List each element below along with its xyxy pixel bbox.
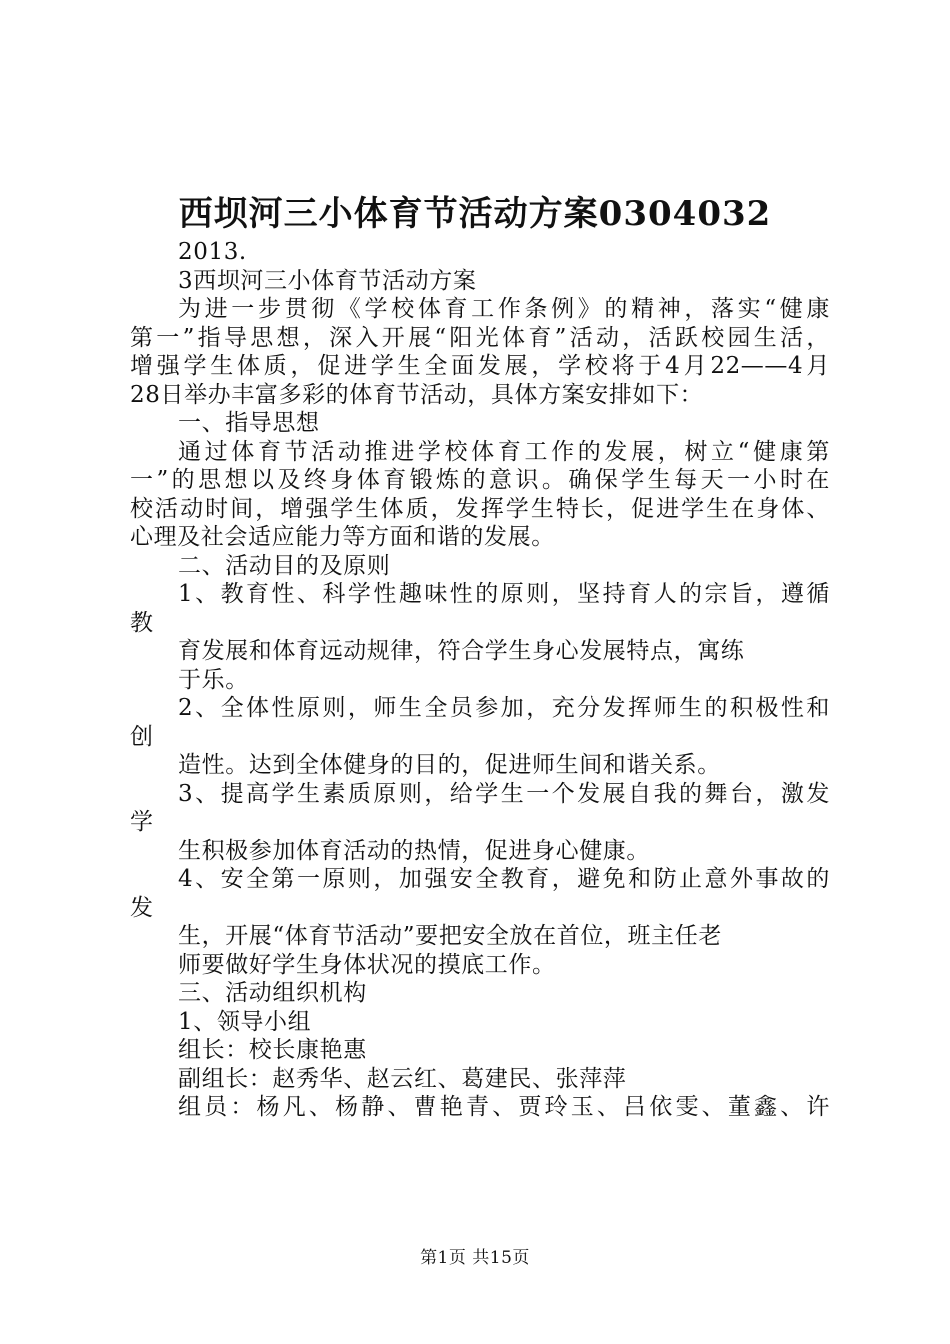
text-line: 第一”指导思想，深入开展“阳光体育”活动，活跃校园生活， [130,324,830,351]
text-line: 师要做好学生身体状况的摸底工作。 [178,951,556,978]
text-line: 3西坝河三小体育节活动方案 [178,267,477,294]
text-line: 生，开展“体育节活动”要把安全放在首位，班主任老 [178,923,722,949]
document-body [130,238,840,1122]
text-line: 组长：校长康艳惠 [178,1037,367,1063]
text-line: 组员：杨凡、杨静、曹艳青、贾玲玉、吕依雯、董鑫、许 [178,1094,830,1120]
text-line: 教 [130,609,154,636]
section-heading: 二、活动目的及原则 [178,552,391,579]
text-line: 副组长：赵秀华、赵云红、葛建民、张萍萍 [178,1065,627,1092]
text-line: 1、教育性、科学性趣味性的原则，坚持育人的宗旨，遵循 [178,581,830,607]
text-line: 为进一步贯彻《学校体育工作条例》的精神，落实“健康 [178,296,830,322]
text-line: 造性。达到全体健身的目的，促进师生间和谐关系。 [178,752,721,778]
text-line: 于乐。 [178,666,249,693]
text-line: 一”的思想以及终身体育锻炼的意识。确保学生每天一小时在 [130,467,830,493]
text-line: 4、安全第一原则，加强安全教育，避免和防止意外事故的 [178,866,830,892]
text-line: 3、提高学生素质原则，给学生一个发展自我的舞台，激发 [178,780,830,807]
section-heading: 三、活动组织机构 [178,980,367,1006]
text-line: 增强学生体质，促进学生全面发展，学校将于4月22——4月 [130,353,830,379]
text-line: 校活动时间，增强学生体质，发挥学生特长，促进学生在身体、 [130,495,830,522]
document-title: 西坝河三小体育节活动方案0304032 [178,194,772,234]
text-line: 发 [130,894,154,921]
text-line: 2013. [178,239,247,265]
text-line: 28日举办丰富多彩的体育节活动，具体方案安排如下： [130,381,704,408]
text-line: 通过体育节活动推进学校体育工作的发展，树立“健康第 [178,438,830,465]
text-line: 创 [130,723,154,750]
sub-heading: 1、领导小组 [178,1008,312,1035]
text-line: 2、全体性原则，师生全员参加，充分发挥师生的积极性和 [178,695,830,721]
text-line: 育发展和体育远动规律，符合学生身心发展特点，寓练 [178,638,745,664]
text-line: 学 [130,809,154,835]
text-line: 心理及社会适应能力等方面和谐的发展。 [130,524,555,550]
text-line: 生积极参加体育活动的热情，促进身心健康。 [178,837,650,864]
section-heading: 一、指导思想 [178,410,320,436]
page-indicator: 第1页 共15页 [420,1248,530,1268]
